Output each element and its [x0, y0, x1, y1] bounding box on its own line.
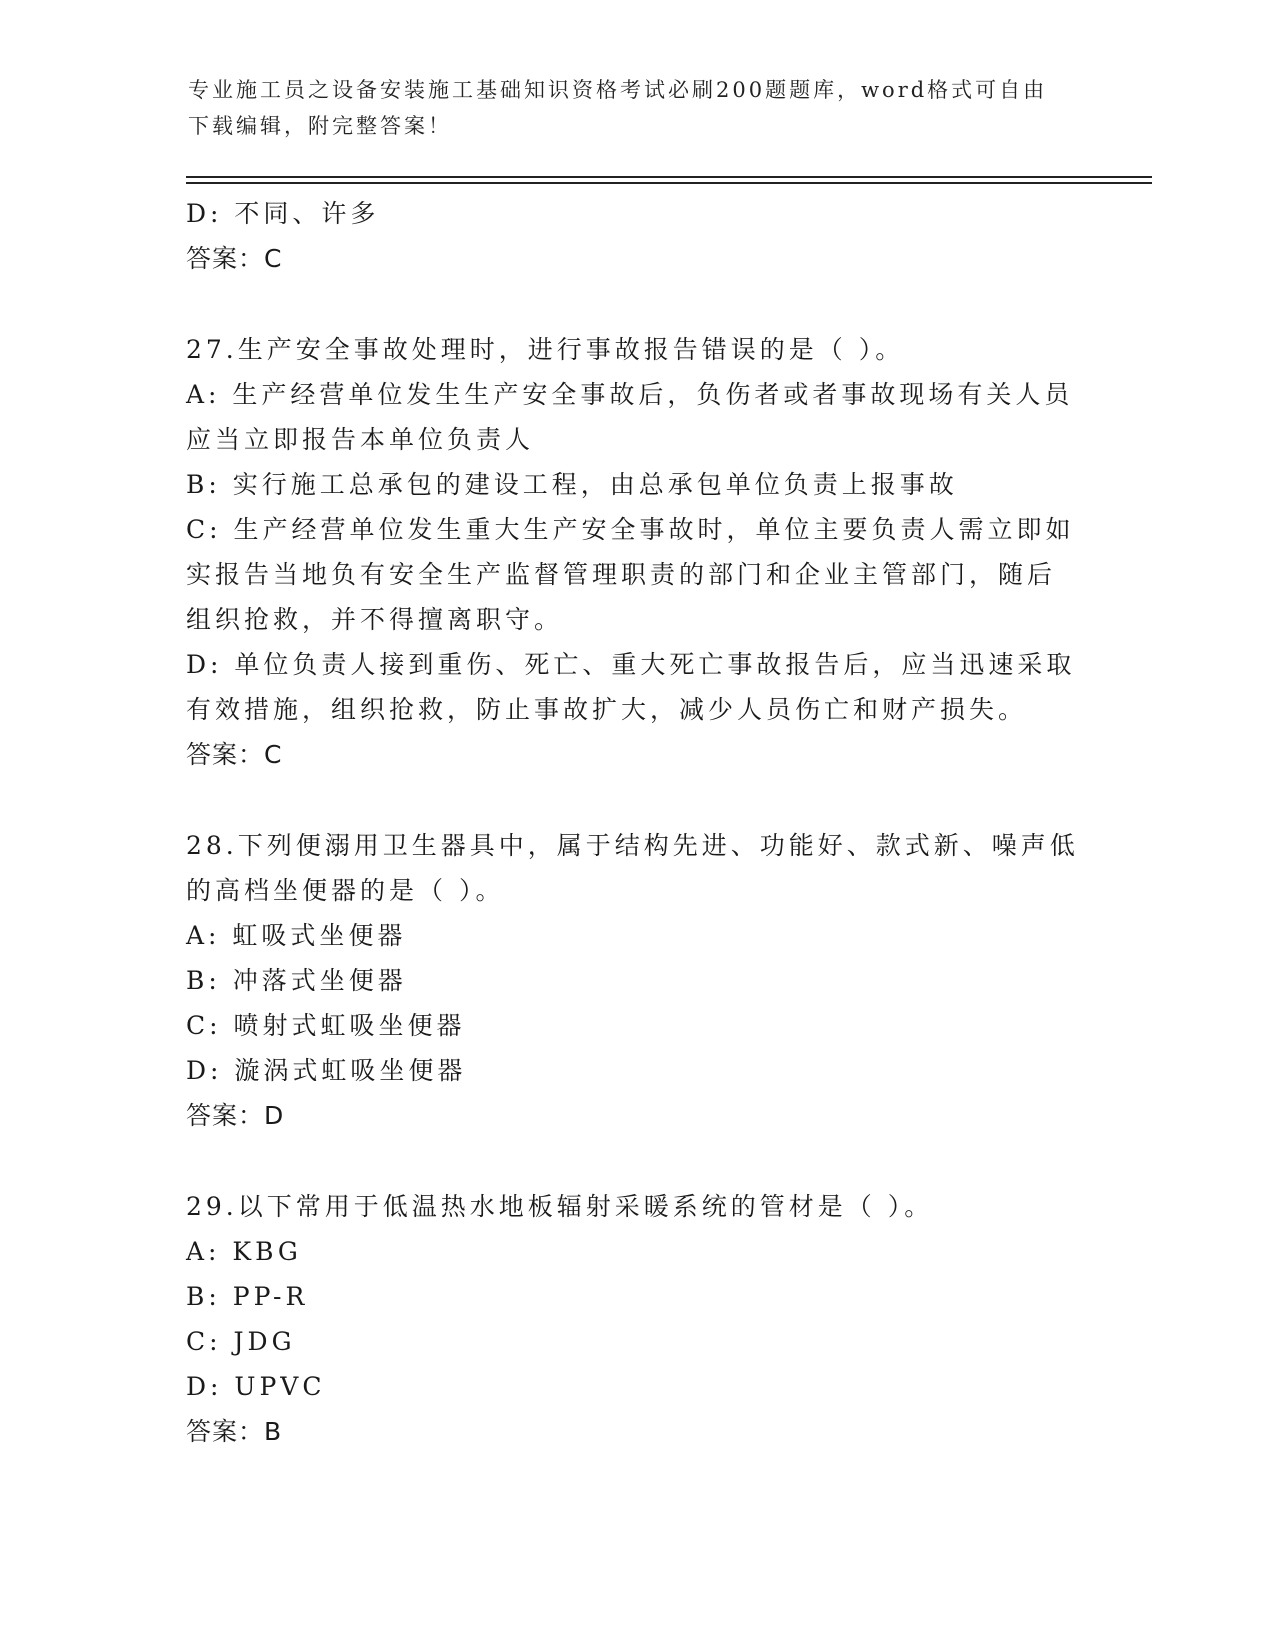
question-27	[186, 327, 1086, 777]
option-a: A: 虹吸式坐便器	[186, 921, 407, 950]
answer: 答案：D	[186, 1101, 285, 1130]
header-title-line-2: 下载编辑，附完整答案！	[188, 114, 452, 138]
option-b: B: PP-R	[186, 1282, 309, 1311]
previous-option-d: D: 不同、许多	[186, 199, 380, 228]
option-a-line-2: 应当立即报告本单位负责人	[186, 425, 535, 454]
option-c-line-3: 组织抢救，并不得擅离职守。	[186, 605, 564, 634]
answer: 答案：B	[186, 1417, 283, 1446]
option-d: D: 漩涡式虹吸坐便器	[186, 1056, 467, 1085]
header-divider-top	[186, 176, 1152, 178]
option-c: C: 喷射式虹吸坐便器	[186, 1011, 466, 1040]
option-b: B: 冲落式坐便器	[186, 966, 407, 995]
option-a-line-1: A: 生产经营单位发生生产安全事故后，负伤者或者事故现场有关人员	[186, 380, 1074, 409]
answer: 答案：C	[186, 740, 283, 769]
option-d-line-1: D: 单位负责人接到重伤、死亡、重大死亡事故报告后，应当迅速采取	[186, 650, 1076, 679]
option-c-line-2: 实报告当地负有安全生产监督管理职责的部门和企业主管部门，随后	[186, 560, 1057, 589]
question-stem-line-2: 的高档坐便器的是（ ）。	[186, 876, 505, 905]
option-c-line-1: C: 生产经营单位发生重大生产安全事故时，单位主要负责人需立即如	[186, 515, 1075, 544]
question-28	[186, 823, 1086, 1138]
header-title-line-1: 专业施工员之设备安装施工基础知识资格考试必刷200题题库，word格式可自由	[188, 78, 1048, 102]
option-a: A: KBG	[186, 1237, 302, 1266]
question-29	[186, 1184, 1086, 1454]
header-divider-bottom	[186, 182, 1152, 184]
question-stem-line-1: 28.下列便溺用卫生器具中，属于结构先进、功能好、款式新、噪声低	[186, 831, 1079, 860]
question-stem: 29.以下常用于低温热水地板辐射采暖系统的管材是（ ）。	[186, 1192, 934, 1221]
previous-answer: 答案：C	[186, 244, 283, 273]
question-list	[186, 191, 1086, 1454]
option-d-line-2: 有效措施，组织抢救，防止事故扩大，减少人员伤亡和财产损失。	[186, 695, 1028, 724]
option-c: C: JDG	[186, 1327, 296, 1356]
question-stem: 27.生产安全事故处理时，进行事故报告错误的是（ ）。	[186, 335, 905, 364]
document-header	[188, 72, 1068, 144]
option-d: D: UPVC	[186, 1372, 326, 1401]
option-b: B: 实行施工总承包的建设工程，由总承包单位负责上报事故	[186, 470, 958, 499]
